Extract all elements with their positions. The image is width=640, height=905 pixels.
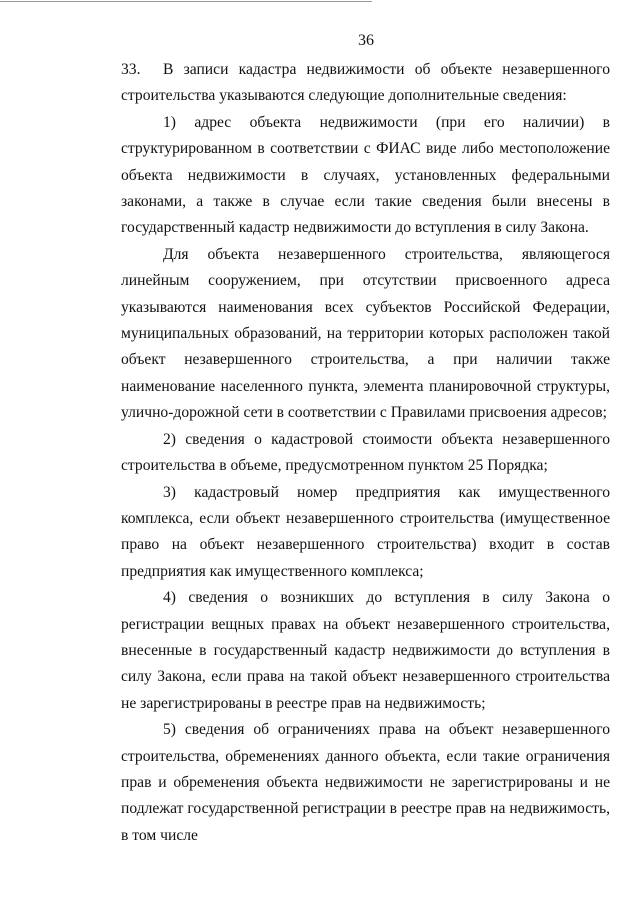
paragraph-item-2: 2) сведения о кадастровой стоимости объекта незавершенного строительства в объеме, предусмотренном пунктом 25 Порядка; [121, 430, 610, 475]
paragraph-item-3: 3) кадастровый номер предприятия как имущественного комплекса, если объект незавершенного строительства (имущественное право на объект незавершенного строительства) входит в состав предприятия как имущественного комплекса; [121, 483, 610, 580]
paragraph-linear-structure: Для объекта незавершенного строительства, являющегося линейным сооружением, при отсутствии присвоенного адреса указываются наименования всех субъектов Российской Федерации, муниципальных образований, на территории которых расположен такой объект незавершенного строительства, а при наличии также наименование населенного пункта, элемента планировочной структуры, улично-дорожной сети в соответствии с Правилами присвоения адресов; [121, 245, 610, 422]
paragraph-text: В записи кадастра недвижимости об объекте незавершенного строительства указываются следующие дополнительные сведения: [121, 61, 610, 105]
paragraph-33 [121, 57, 610, 110]
page-number: 36 [358, 32, 374, 49]
paragraph-number: 33. [121, 61, 141, 78]
paragraph-item-1: 1) адрес объекта недвижимости (при его наличии) в структурированном в соответствии с ФИАС виде либо местоположение объекта недвижимости в случаях, установленных федеральными законами, а также в случае если такие сведения были внесены в государственный кадастр недвижимости до вступления в силу Закона. [121, 113, 610, 237]
paragraph-item-5: 5) сведения об ограничениях права на объект незавершенного строительства, обременениях данного объекта, если такие ограничения прав и обременения объекта недвижимости не зарегистрированы и не подлежат государственной регистрации в реестре прав на недвижимость, в том числе [121, 721, 610, 844]
paragraph-item-4: 4) сведения о возникших до вступления в силу Закона о регистрации вещных правах на объект незавершенного строительства, внесенные в государственный кадастр недвижимости до вступления в силу Закона, если права на такой объект незавершенного строительства не зарегистрированы в реестре прав на недвижимость; [121, 589, 610, 712]
top-rule [0, 1, 372, 2]
document-body [121, 57, 610, 849]
